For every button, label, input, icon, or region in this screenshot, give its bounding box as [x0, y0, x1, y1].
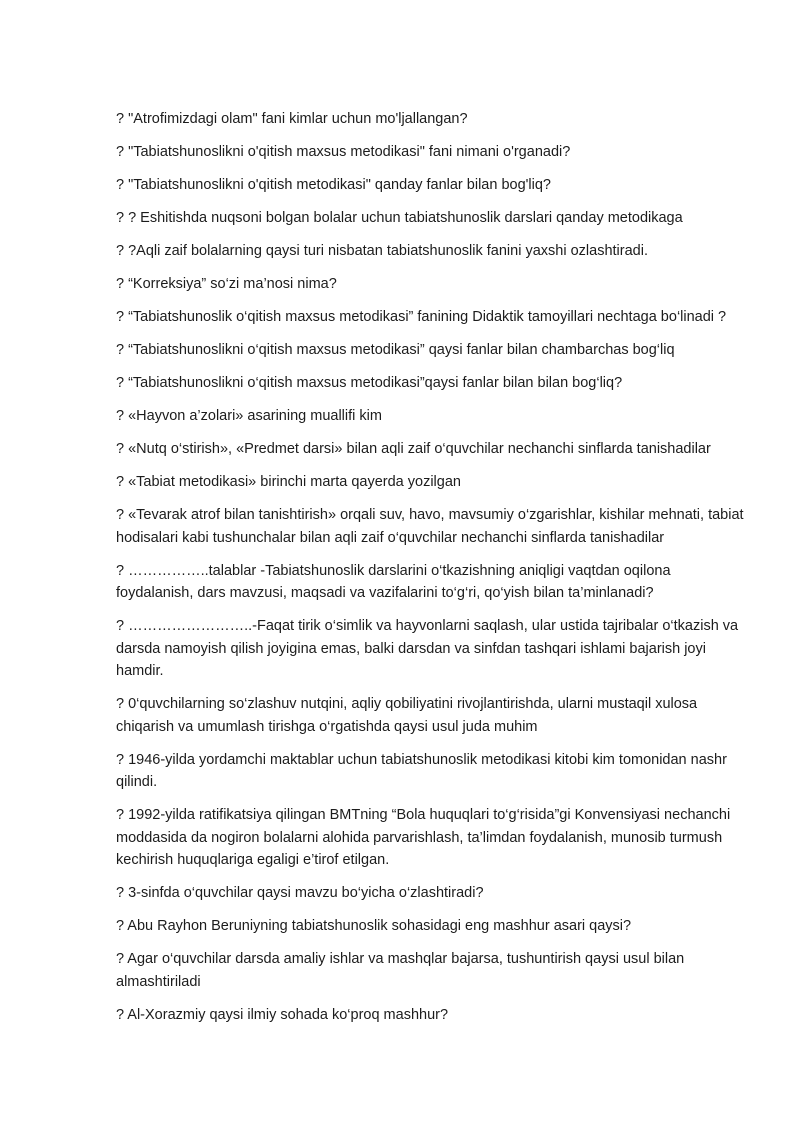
question-item: ? "Atrofimizdagi olam" fani kimlar uchun mo'ljallangan?	[116, 111, 468, 127]
question-item: ? ? Eshitishda nuqsoni bolgan bolalar uchun tabiatshunoslik darslari qanday metodikaga	[116, 210, 683, 226]
question-item: ? «Tevarak atrof bilan tanishtirish» orqali suv, havo, mavsumiy o‘zgarishlar, kishilar mehnati, tabiat hodisalari kabi tushunchalar bilan aqli zaif o‘quvchilar nechanchi sinflarda tanishadilar	[116, 507, 744, 546]
question-list	[116, 108, 746, 1037]
question-item: ? 1946-yilda yordamchi maktablar uchun tabiatshunoslik metodikasi kitobi kim tomonidan nashr qilindi.	[116, 751, 727, 790]
question-item: ? “Tabiatshunoslikni o‘qitish maxsus metodikasi”qaysi fanlar bilan bilan bog‘liq?	[116, 375, 623, 391]
question-item: ? Agar o‘quvchilar darsda amaliy ishlar va mashqlar bajarsa, tushuntirish qaysi usul bilan almashtiriladi	[116, 951, 685, 990]
question-item: ? "Tabiatshunoslikni o'qitish metodikasi" qanday fanlar bilan bog'liq?	[116, 177, 551, 193]
question-item: ? "Tabiatshunoslikni o'qitish maxsus metodikasi" fani nimani o'rganadi?	[116, 144, 571, 160]
question-item: ? ……………..talablar -Tabiatshunoslik darslarini o‘tkazishning aniqligi vaqtdan oqilona foydalanish, dars mavzusi, maqsadi va vazifalarini to‘g‘ri, qo‘yish bilan ta’minlanadi?	[116, 562, 671, 601]
question-item: ? “Tabiatshunoslikni o‘qitish maxsus metodikasi” qaysi fanlar bilan chambarchas bog‘liq	[116, 342, 675, 358]
question-item: ? ……………………..-Faqat tirik o‘simlik va hayvonlarni saqlash, ular ustida tajribalar o‘tkazish va darsda namoyish qilish joyigina emas, balki darsdan va sinfdan tashqari ishlami bajarish joyi hamdir.	[116, 618, 739, 679]
question-item: ? Abu Rayhon Beruniyning tabiatshunoslik sohasidagi eng mashhur asari qaysi?	[116, 918, 632, 934]
question-item: ? Al-Xorazmiy qaysi ilmiy sohada ko‘proq mashhur?	[116, 1006, 449, 1023]
question-item: ? 0‘quvchilarning so‘zlashuv nutqini, aqliy qobiliyatini rivojlantirishda, ularni mustaqil xulosa chiqarish va umumlash tirishga o‘rgatishda qaysi usul juda muhim	[116, 696, 698, 735]
question-item: ? “Korreksiya” so‘zi ma’nosi nima?	[116, 276, 337, 292]
question-item: ? «Hayvon a’zolari» asarining muallifi kim	[116, 408, 382, 424]
question-item: ? ?Aqli zaif bolalarning qaysi turi nisbatan tabiatshunoslik fanini yaxshi ozlashtiradi.	[116, 243, 648, 259]
question-item: ? “Tabiatshunoslik o‘qitish maxsus metodikasi” fanining Didaktik tamoyillari nechtaga bo‘linadi ?	[116, 309, 727, 325]
question-item: ? «Nutq o‘stirish», «Predmet darsi» bilan aqli zaif o‘quvchilar nechanchi sinflarda tanishadilar	[116, 441, 711, 457]
question-item: ? 3-sinfda o‘quvchilar qaysi mavzu bo‘yicha o‘zlashtiradi?	[116, 885, 484, 901]
question-item: ? «Tabiat metodikasi» birinchi marta qayerda yozilgan	[116, 474, 461, 490]
question-item: ? 1992-yilda ratifikatsiya qilingan BMTning “Bola huquqlari to‘g‘risida”gi Konvensiyasi nechanchi moddasida da nogiron bolalarni alohida parvarishlash, ta’limdan foydalanish, munosib turmush kechirish huquqlariga egaligi e’tirof etilgan.	[116, 807, 731, 868]
